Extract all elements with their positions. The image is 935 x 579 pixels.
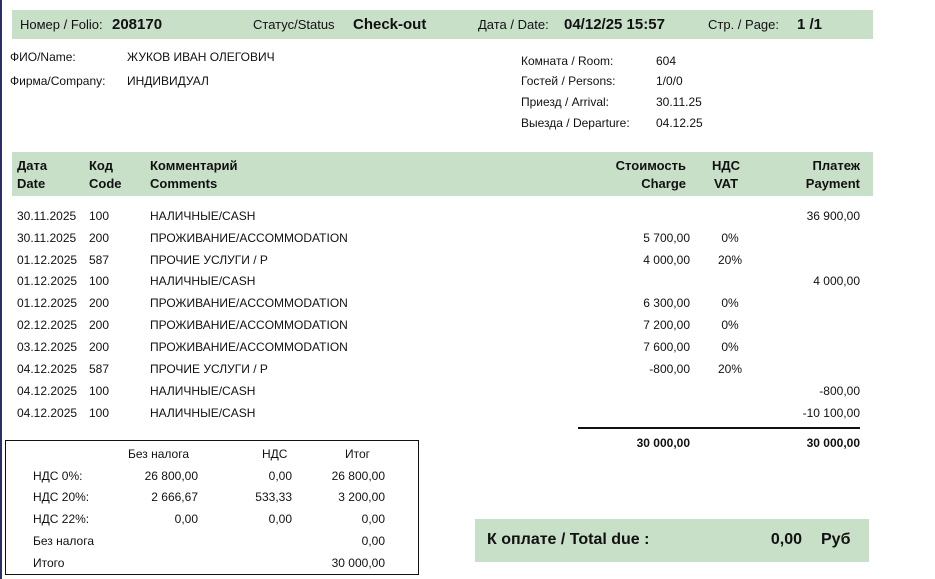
row-payment: -10 100,00 [802, 406, 860, 420]
row-code: 587 [89, 253, 110, 267]
row-date: 30.11.2025 [17, 231, 77, 245]
total-charge: 30 000,00 [636, 436, 690, 450]
summary-row-without-tax: 26 800,00 [144, 469, 198, 483]
summary-row-total: 26 800,00 [331, 469, 385, 483]
folio-number: 208170 [112, 16, 163, 33]
row-code: 200 [89, 296, 110, 310]
page-value: 1 /1 [797, 16, 823, 33]
row-vat: 0% [721, 318, 739, 332]
row-vat: 0% [721, 296, 739, 310]
persons-value: 1/0/0 [656, 74, 683, 88]
summary-row-vat: 0,00 [268, 469, 292, 483]
row-charge: -800,00 [649, 362, 690, 376]
guest-name-value: ЖУКОВ ИВАН ОЛЕГОВИЧ [127, 50, 275, 64]
summary-row-vat: 533,33 [255, 490, 292, 504]
row-vat: 20% [717, 253, 743, 267]
col-header-code-en: Code [89, 176, 122, 191]
room-value: 604 [656, 54, 677, 68]
col-header-code [89, 157, 122, 193]
col-header-comment [150, 157, 238, 193]
row-charge: 7 600,00 [643, 340, 690, 354]
col-header-vat [700, 157, 752, 193]
company-label: Фирма/Company: [10, 74, 106, 88]
summary-row-total: 3 200,00 [338, 490, 385, 504]
guest-name-label: ФИО/Name: [10, 50, 76, 64]
summary-row-label: Без налога [33, 534, 95, 548]
summary-header-without-tax: Без налога [128, 447, 190, 461]
col-header-date [17, 157, 47, 193]
row-charge: 4 000,00 [643, 253, 690, 267]
row-date: 04.12.2025 [17, 406, 78, 420]
row-date: 30.11.2025 [17, 209, 77, 223]
row-payment: 4 000,00 [813, 274, 860, 288]
row-comment: НАЛИЧНЫЕ/CASH [150, 274, 256, 288]
row-code: 100 [89, 274, 110, 288]
col-header-vat-ru: НДС [711, 158, 741, 173]
col-header-charge-ru: Стоимость [615, 158, 686, 173]
col-header-payment-ru: Платеж [812, 158, 860, 173]
row-code: 100 [89, 209, 110, 223]
row-code: 100 [89, 384, 110, 398]
company-value: ИНДИВИДУАЛ [127, 74, 209, 88]
row-comment: ПРОЧИЕ УСЛУГИ / Р [150, 253, 268, 267]
summary-row-total: 30 000,00 [331, 556, 385, 570]
col-header-comment-ru: Комментарий [150, 158, 238, 173]
row-comment: НАЛИЧНЫЕ/CASH [150, 209, 256, 223]
page-label: Стр. / Page: [708, 17, 779, 32]
summary-row-label: НДС 22%: [33, 512, 90, 526]
room-label: Комната / Room: [521, 54, 614, 68]
summary-row-without-tax: 2 666,67 [151, 490, 198, 504]
total-payment: 30 000,00 [806, 436, 860, 450]
row-vat: 0% [721, 340, 739, 354]
row-code: 100 [89, 406, 110, 420]
row-date: 02.12.2025 [17, 318, 78, 332]
status-label: Статус/Status [253, 17, 335, 32]
total-due-currency: Руб [821, 531, 851, 548]
status-value: Check-out [353, 16, 427, 33]
row-comment: ПРОЖИВАНИЕ/ACCOMMODATION [150, 318, 348, 332]
row-code: 200 [89, 318, 110, 332]
row-charge: 5 700,00 [643, 231, 690, 245]
persons-label: Гостей / Persons: [521, 74, 616, 88]
summary-header-vat: НДС [262, 447, 288, 461]
arrival-value: 30.11.25 [656, 95, 702, 109]
summary-header-total: Итог [345, 447, 371, 461]
row-payment: -800,00 [819, 384, 860, 398]
page-left-border [0, 0, 2, 579]
row-comment: НАЛИЧНЫЕ/CASH [150, 384, 256, 398]
row-vat: 0% [721, 231, 739, 245]
col-header-charge [586, 157, 686, 193]
col-header-payment [760, 157, 860, 193]
row-date: 03.12.2025 [17, 340, 78, 354]
summary-row-without-tax: 0,00 [174, 512, 198, 526]
col-header-payment-en: Payment [805, 176, 860, 191]
departure-label: Выезда / Departure: [521, 116, 630, 130]
summary-row-label: Итого [33, 556, 65, 570]
row-comment: ПРОЖИВАНИЕ/ACCOMMODATION [150, 340, 348, 354]
col-header-date-en: Date [17, 176, 46, 191]
row-code: 587 [89, 362, 110, 376]
row-comment: ПРОЧИЕ УСЛУГИ / Р [150, 362, 268, 376]
col-header-date-ru: Дата [17, 158, 48, 173]
col-header-vat-en: VAT [713, 176, 739, 191]
row-date: 01.12.2025 [17, 274, 78, 288]
row-date: 01.12.2025 [17, 296, 78, 310]
date-value: 04/12/25 15:57 [564, 16, 665, 33]
total-due-amount: 0,00 [770, 531, 802, 548]
departure-value: 04.12.25 [656, 116, 703, 130]
row-charge: 6 300,00 [643, 296, 690, 310]
folio-label: Номер / Folio: [20, 17, 103, 32]
row-comment: ПРОЖИВАНИЕ/ACCOMMODATION [150, 231, 348, 245]
row-date: 01.12.2025 [17, 253, 78, 267]
row-comment: НАЛИЧНЫЕ/CASH [150, 406, 256, 420]
row-vat: 20% [717, 362, 743, 376]
col-header-charge-en: Charge [641, 176, 686, 191]
row-comment: ПРОЖИВАНИЕ/ACCOMMODATION [150, 296, 348, 310]
row-date: 04.12.2025 [17, 362, 78, 376]
summary-row-label: НДС 20%: [33, 490, 90, 504]
summary-row-vat: 0,00 [268, 512, 292, 526]
arrival-label: Приезд / Arrival: [521, 95, 609, 109]
summary-row-total: 0,00 [361, 534, 385, 548]
summary-row-total: 0,00 [361, 512, 385, 526]
date-label: Дата / Date: [478, 17, 549, 32]
col-header-code-ru: Код [89, 158, 113, 173]
row-code: 200 [89, 231, 110, 245]
row-code: 200 [89, 340, 110, 354]
total-due-label: К оплате / Total due : [487, 531, 650, 548]
row-date: 04.12.2025 [17, 384, 78, 398]
row-charge: 7 200,00 [643, 318, 690, 332]
row-payment: 36 900,00 [806, 209, 860, 223]
col-header-comment-en: Comments [150, 176, 218, 191]
summary-row-label: НДС 0%: [33, 469, 83, 483]
totals-divider [578, 427, 860, 429]
